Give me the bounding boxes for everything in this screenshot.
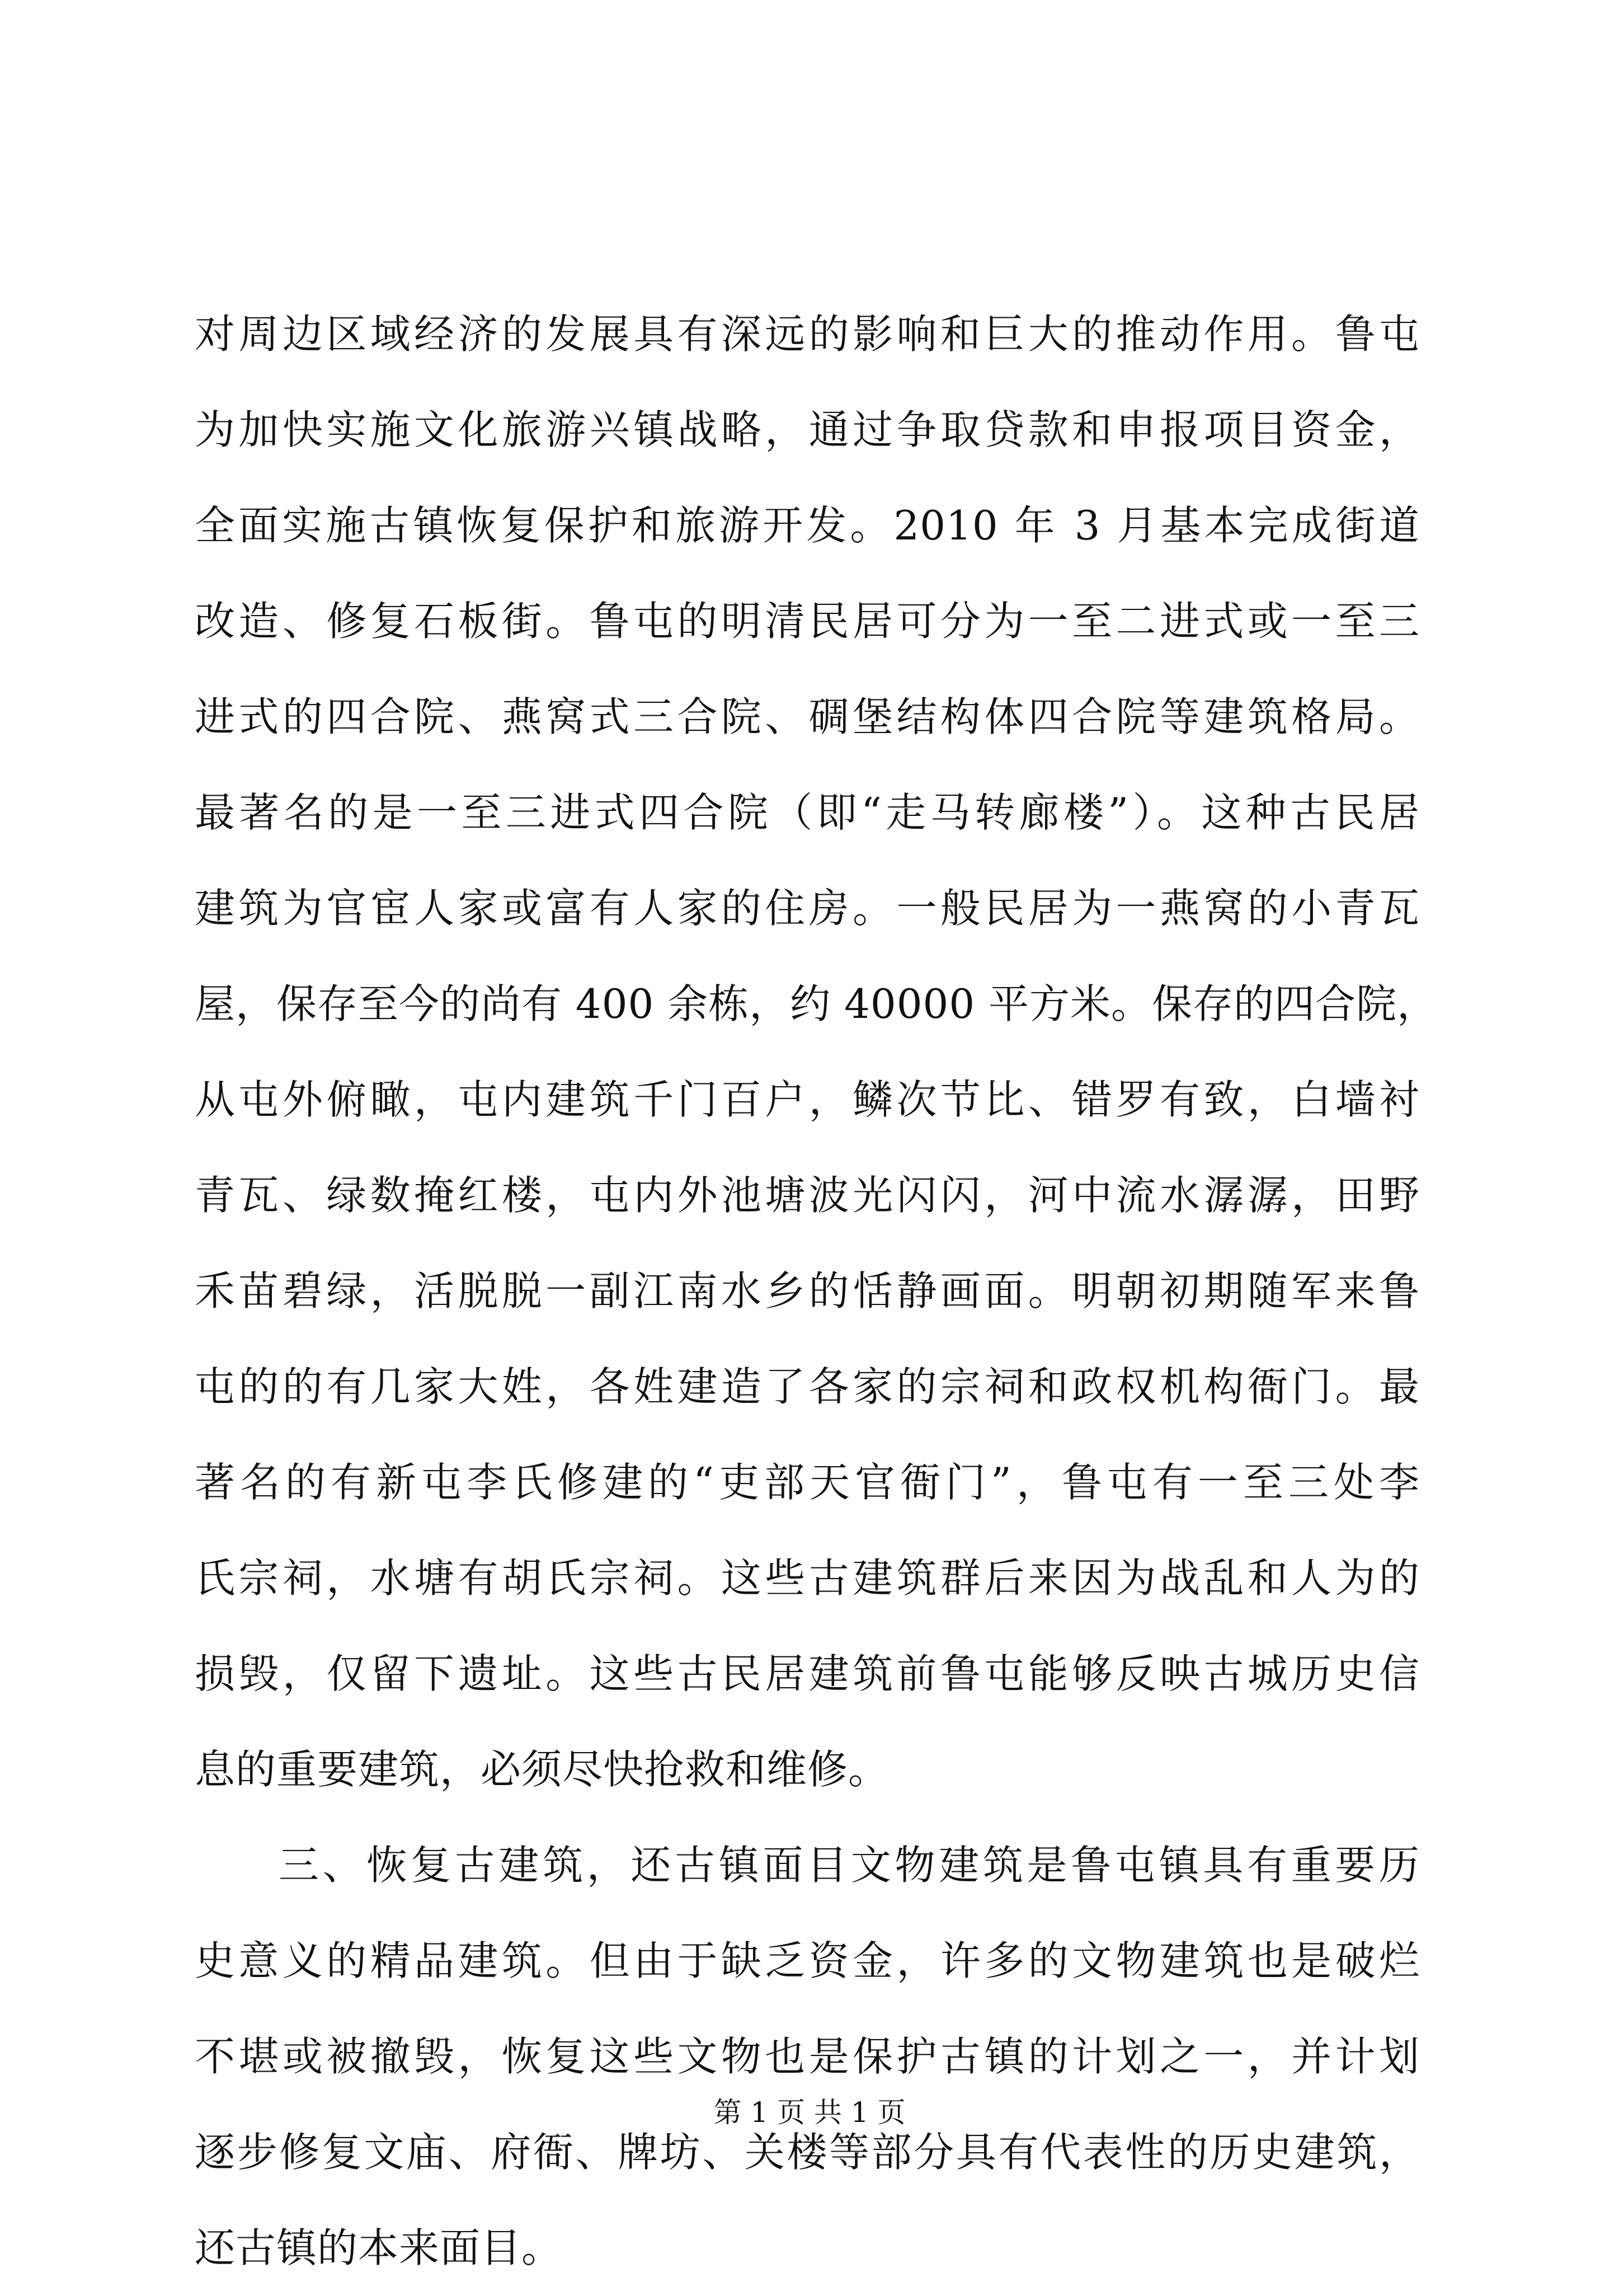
text-line: 从屯外俯瞰，屯内建筑千门百户，鳞次节比、错罗有致，白墙衬 xyxy=(195,1076,1420,1123)
text-line: 氏宗祠，水塘有胡氏宗祠。这些古建筑群后来因为战乱和人为的 xyxy=(195,1555,1420,1602)
text-line: 还古镇的本来面目。 xyxy=(195,2224,563,2271)
text-line: 为加快实施文化旅游兴镇战略，通过争取贷款和申报项目资金， xyxy=(195,406,1420,453)
text-line: 全面实施古镇恢复保护和旅游开发。2010 年 3 月基本完成街道 xyxy=(195,502,1420,549)
text-line: 息的重要建筑，必须尽快抢救和维修。 xyxy=(195,1746,889,1793)
text-line: 著名的有新屯李氏修建的“吏部天官衙门”，鲁屯有一至三处李 xyxy=(195,1459,1420,1506)
text-line: 屯的的有几家大姓，各姓建造了各家的宗祠和政权机构衙门。最 xyxy=(195,1363,1420,1410)
text-line: 改造、修复石板街。鲁屯的明清民居可分为一至二进式或一至三 xyxy=(195,598,1420,645)
text-line: 不堪或被撤毁，恢复这些文物也是保护古镇的计划之一，并计划 xyxy=(195,2033,1420,2080)
text-line: 屋，保存至今的尚有 400 余栋，约 40000 平方米。保存的四合院， xyxy=(195,980,1438,1027)
page-number-footer: 第 1 页 共 1 页 xyxy=(713,2096,906,2129)
section-heading-line: 三、恢复古建筑，还古镇面目文物建筑是鲁屯镇具有重要历 xyxy=(279,1842,1420,1889)
text-line: 进式的四合院、燕窝式三合院、碉堡结构体四合院等建筑格局。 xyxy=(195,693,1420,740)
text-line: 损毁，仅留下遗址。这些古民居建筑前鲁屯能够反映古城历史信 xyxy=(195,1650,1420,1697)
body-text xyxy=(195,287,1438,2296)
text-line: 史意义的精品建筑。但由于缺乏资金，许多的文物建筑也是破烂 xyxy=(195,1937,1420,1984)
text-line: 逐步修复文庙、府衙、牌坊、关楼等部分具有代表性的历史建筑， xyxy=(195,2129,1420,2176)
text-line: 最著名的是一至三进式四合院（即“走马转廊楼”）。这种古民居 xyxy=(195,789,1420,836)
text-line: 青瓦、绿数掩红楼，屯内外池塘波光闪闪，河中流水潺潺，田野 xyxy=(195,1172,1420,1219)
text-line: 禾苗碧绿，活脱脱一副江南水乡的恬静画面。明朝初期随军来鲁 xyxy=(195,1267,1420,1314)
text-line: 建筑为官宦人家或富有人家的住房。一般民居为一燕窝的小青瓦 xyxy=(195,885,1420,932)
text-line: 对周边区域经济的发展具有深远的影响和巨大的推动作用。鲁屯 xyxy=(195,311,1420,358)
